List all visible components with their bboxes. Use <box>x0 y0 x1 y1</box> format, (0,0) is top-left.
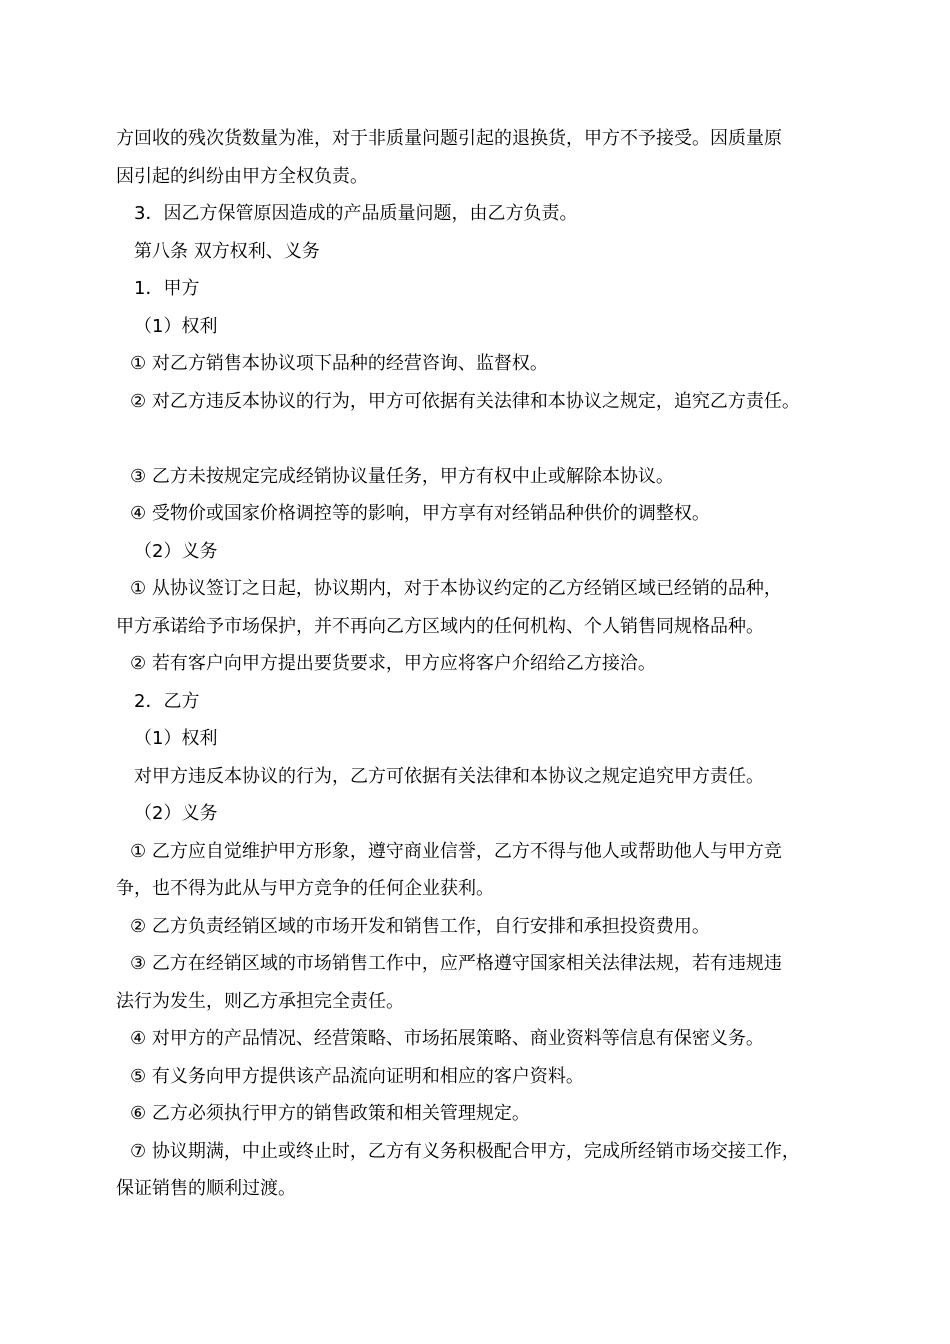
paragraph-line: 因引起的纠纷由甲方全权负责。 <box>116 165 368 187</box>
section-heading: （2）义务 <box>134 803 218 824</box>
section-heading: （2）义务 <box>134 540 218 562</box>
list-item: ⑦ 协议期满，中止或终止时，乙方有义务积极配合甲方，完成所经销市场交接工作， <box>130 1140 800 1162</box>
paragraph-line: 方回收的残次货数量为准，对于非质量问题引起的退换货，甲方不予接受。因质量原 <box>116 128 782 149</box>
list-item: ④ 对甲方的产品情况、经营策略、市场拓展策略、商业资料等信息有保密义务。 <box>130 1028 764 1049</box>
list-item: ⑥ 乙方必须执行甲方的销售政策和相关管理规定。 <box>130 1103 530 1124</box>
list-item: ② 乙方负责经销区域的市场开发和销售工作，自行安排和承担投资费用。 <box>130 915 710 937</box>
paragraph-line: 保证销售的顺利过渡。 <box>116 1178 296 1199</box>
paragraph-line: 甲方承诺给予市场保护，并不再向乙方区域内的任何机构、个人销售同规格品种。 <box>116 615 764 637</box>
party-heading: 2．乙方 <box>134 690 200 712</box>
paragraph-line: 3．因乙方保管原因造成的产品质量问题，由乙方负责。 <box>134 203 578 224</box>
list-item: ③ 乙方未按规定完成经销协议量任务，甲方有权中止或解除本协议。 <box>130 465 674 487</box>
list-item: ① 对乙方销售本协议项下品种的经营咨询、监督权。 <box>130 353 548 374</box>
paragraph-line: 对甲方违反本协议的行为，乙方可依据有关法律和本协议之规定追究甲方责任。 <box>134 765 764 787</box>
list-item: ③ 乙方在经销区域的市场销售工作中，应严格遵守国家相关法律法规，若有违规违 <box>130 953 782 974</box>
list-item: ① 乙方应自觉维护甲方形象，遵守商业信誉，乙方不得与他人或帮助他人与甲方竞 <box>130 840 782 862</box>
article-heading: 第八条 双方权利、义务 <box>134 240 320 262</box>
section-heading: （1）权利 <box>134 728 218 749</box>
blank-line <box>116 420 856 458</box>
paragraph-line: 争，也不得为此从与甲方竞争的任何企业获利。 <box>116 878 494 899</box>
document-body <box>116 120 856 1208</box>
list-item: ⑤ 有义务向甲方提供该产品流向证明和相应的客户资料。 <box>130 1065 584 1087</box>
list-item: ④ 受物价或国家价格调控等的影响，甲方享有对经销品种供价的调整权。 <box>130 503 710 524</box>
list-item: ② 若有客户向甲方提出要货要求，甲方应将客户介绍给乙方接洽。 <box>130 653 656 674</box>
list-item: ② 对乙方违反本协议的行为，甲方可依据有关法律和本协议之规定，追究乙方责任。 <box>130 390 800 412</box>
party-heading: 1．甲方 <box>134 278 200 299</box>
list-item: ① 从协议签订之日起，协议期内，对于本协议约定的乙方经销区域已经销的品种， <box>130 578 782 599</box>
section-heading: （1）权利 <box>134 315 218 337</box>
paragraph-line: 法行为发生，则乙方承担完全责任。 <box>116 990 404 1012</box>
